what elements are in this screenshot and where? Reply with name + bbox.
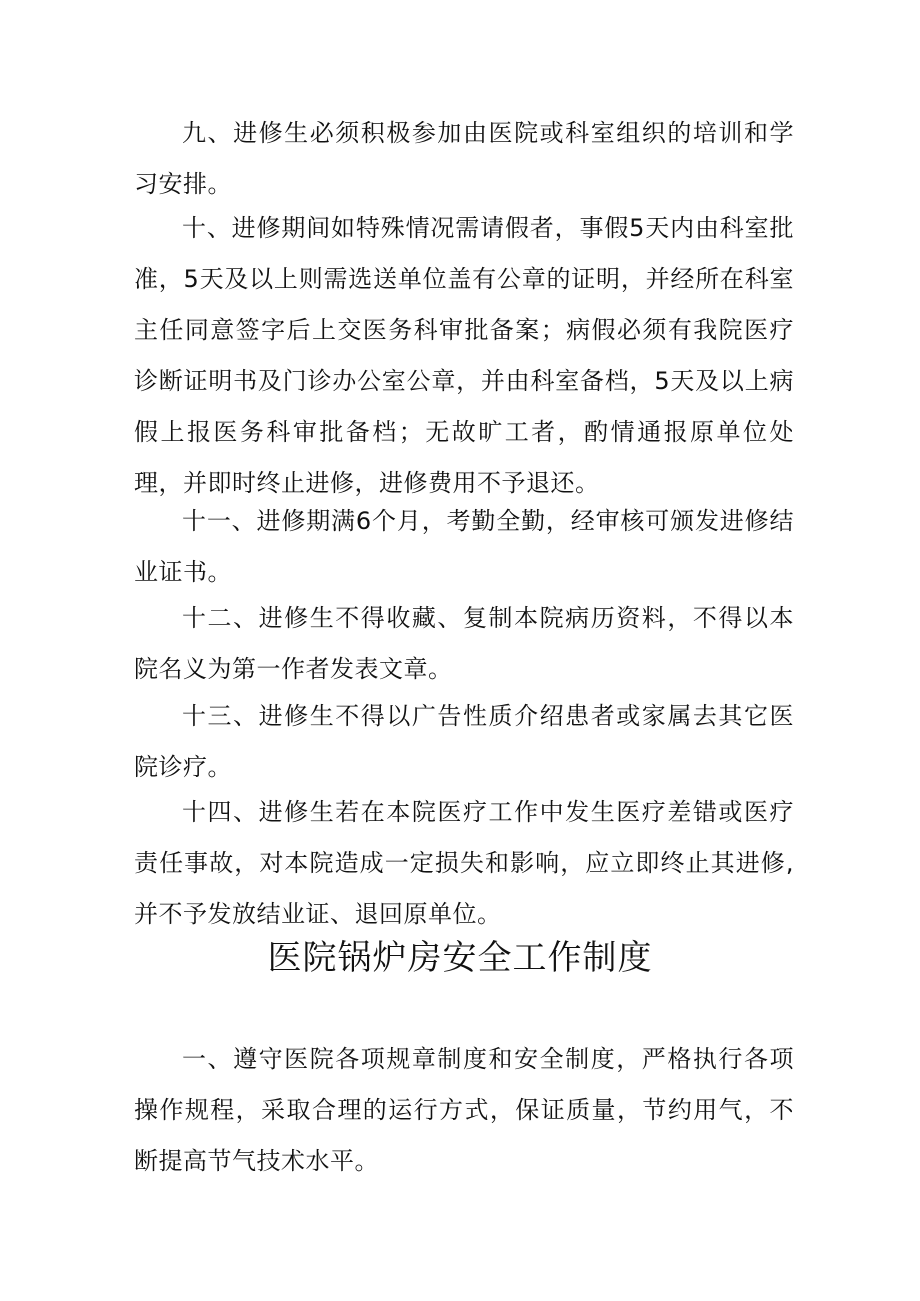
- paragraph-rule-12: 十二、进修生不得收藏、复制本院病历资料，不得以本院名义为第一作者发表文章。: [134, 604, 794, 683]
- paragraph-rule-11: 十一、进修期满6个月，考勤全勤，经审核可颁发进修结业证书。: [134, 507, 794, 586]
- section-title: 医院锅炉房安全工作制度: [267, 938, 653, 978]
- paragraph-boiler-rule-1: 一、遵守医院各项规章制度和安全制度，严格执行各项操作规程，采取合理的运行方式，保证质量，节约用气，不断提高节气技术水平。: [134, 1045, 794, 1175]
- paragraph-rule-10: 十、进修期间如特殊情况需请假者，事假5天内由科室批准，5天及以上则需选送单位盖有公章的证明，并经所在科室主任同意签字后上交医务科审批备案；病假必须有我院医疗诊断证明书及门诊办公室公章，并由科室备档，5天及以上病假上报医务科审批备档；无故旷工者，酌情通报原单位处理，并即时终止进修，进修费用不予退还。: [134, 214, 794, 497]
- paragraph-rule-14: 十四、进修生若在本院医疗工作中发生医疗差错或医疗责任事故，对本院造成一定损失和影响，应立即终止其进修,并不予发放结业证、退回原单位。: [134, 798, 794, 928]
- paragraph-rule-13: 十三、进修生不得以广告性质介绍患者或家属去其它医院诊疗。: [134, 702, 794, 781]
- paragraph-rule-9: 九、进修生必须积极参加由医院或科室组织的培训和学习安排。: [134, 119, 794, 198]
